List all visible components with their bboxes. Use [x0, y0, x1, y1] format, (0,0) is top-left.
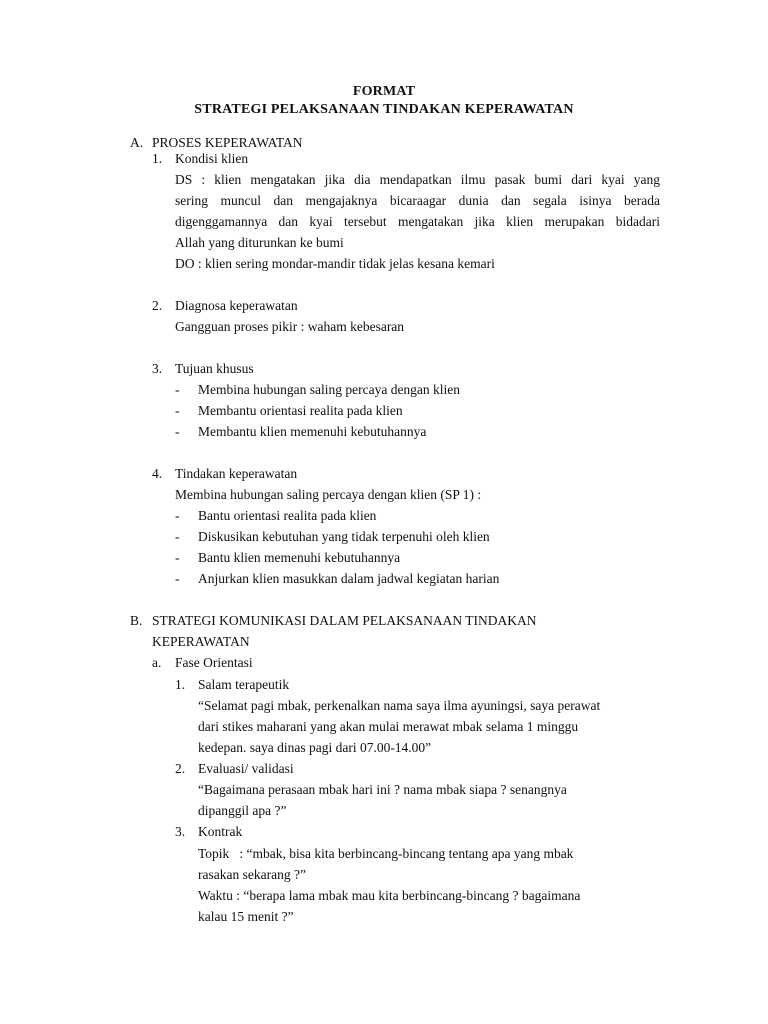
dialogue-line: “Selamat pagi mbak, perkenalkan nama saya ilma ayuningsi, saya perawat [198, 698, 601, 713]
dialogue-line: dipanggil apa ?” [198, 803, 287, 818]
paragraph-line: Allah yang diturunkan ke bumi [175, 235, 344, 250]
dialogue-line: Topik : “mbak, bisa kita berbincang-bincang tentang apa yang mbak [198, 846, 574, 861]
paragraph-line: Membina hubungan saling percaya dengan klien (SP 1) : [175, 487, 482, 502]
list-bullet-dash: - [175, 424, 180, 439]
item-number: 4. [152, 466, 163, 481]
item-number: 2. [175, 761, 186, 776]
list-item: Bantu klien memenuhi kebutuhannya [198, 550, 401, 565]
dialogue-line: kedepan. saya dinas pagi dari 07.00-14.00” [198, 740, 432, 755]
section-b-heading-cont: KEPERAWATAN [152, 634, 250, 649]
list-bullet-dash: - [175, 571, 180, 586]
step-title-salam: Salam terapeutik [198, 677, 290, 692]
list-item: Anjurkan klien masukkan dalam jadwal kegiatan harian [198, 571, 500, 586]
item-number: 1. [152, 151, 163, 166]
dialogue-line: rasakan sekarang ?” [198, 867, 306, 882]
list-bullet-dash: - [175, 550, 180, 565]
list-item: Membantu klien memenuhi kebutuhannya [198, 424, 427, 439]
item-number: 3. [152, 361, 163, 376]
paragraph-line: digenggamannya dan kyai tersebut mengatakan jika klien merupakan bidadari [175, 214, 660, 229]
subsection-title-tujuan: Tujuan khusus [175, 361, 254, 376]
paragraph-line: Gangguan proses pikir : waham kebesaran [175, 319, 405, 334]
item-number: 1. [175, 677, 186, 692]
section-b-label: B. [130, 613, 143, 628]
dialogue-line: dari stikes maharani yang akan mulai merawat mbak selama 1 minggu [198, 719, 579, 734]
paragraph-line: sering muncul dan mengajaknya bicaraagar dunia dan segala isinya berada [175, 193, 660, 208]
paragraph-line: DS : klien mengatakan jika dia mendapatkan ilmu pasak bumi dari kyai yang [175, 172, 660, 187]
doc-title-format: FORMAT [352, 84, 416, 99]
step-title-kontrak: Kontrak [198, 824, 243, 839]
doc-title-main: STRATEGI PELAKSANAAN TINDAKAN KEPERAWATAN [194, 102, 574, 117]
subsection-title-fase: Fase Orientasi [175, 655, 253, 670]
section-a-heading: PROSES KEPERAWATAN [152, 135, 303, 150]
dialogue-line: kalau 15 menit ?” [198, 909, 294, 924]
subsection-title-kondisi: Kondisi klien [175, 151, 249, 166]
item-letter: a. [152, 655, 162, 670]
subsection-title-tindakan: Tindakan keperawatan [175, 466, 298, 481]
step-title-evaluasi: Evaluasi/ validasi [198, 761, 294, 776]
list-item: Diskusikan kebutuhan yang tidak terpenuhi oleh klien [198, 529, 490, 544]
paragraph-line: DO : klien sering mondar-mandir tidak jelas kesana kemari [175, 256, 495, 271]
list-bullet-dash: - [175, 529, 180, 544]
list-bullet-dash: - [175, 403, 180, 418]
list-bullet-dash: - [175, 382, 180, 397]
dialogue-line: Waktu : “berapa lama mbak mau kita berbincang-bincang ? bagaimana [198, 888, 581, 903]
list-item: Bantu orientasi realita pada klien [198, 508, 377, 523]
section-a-label: A. [130, 135, 144, 150]
dialogue-line: “Bagaimana perasaan mbak hari ini ? nama mbak siapa ? senangnya [198, 782, 567, 797]
list-item: Membantu orientasi realita pada klien [198, 403, 403, 418]
subsection-title-diagnosa: Diagnosa keperawatan [175, 298, 298, 313]
list-item: Membina hubungan saling percaya dengan klien [198, 382, 461, 397]
section-b-heading: STRATEGI KOMUNIKASI DALAM PELAKSANAAN TINDAKAN [152, 613, 537, 628]
item-number: 2. [152, 298, 163, 313]
list-bullet-dash: - [175, 508, 180, 523]
item-number: 3. [175, 824, 186, 839]
